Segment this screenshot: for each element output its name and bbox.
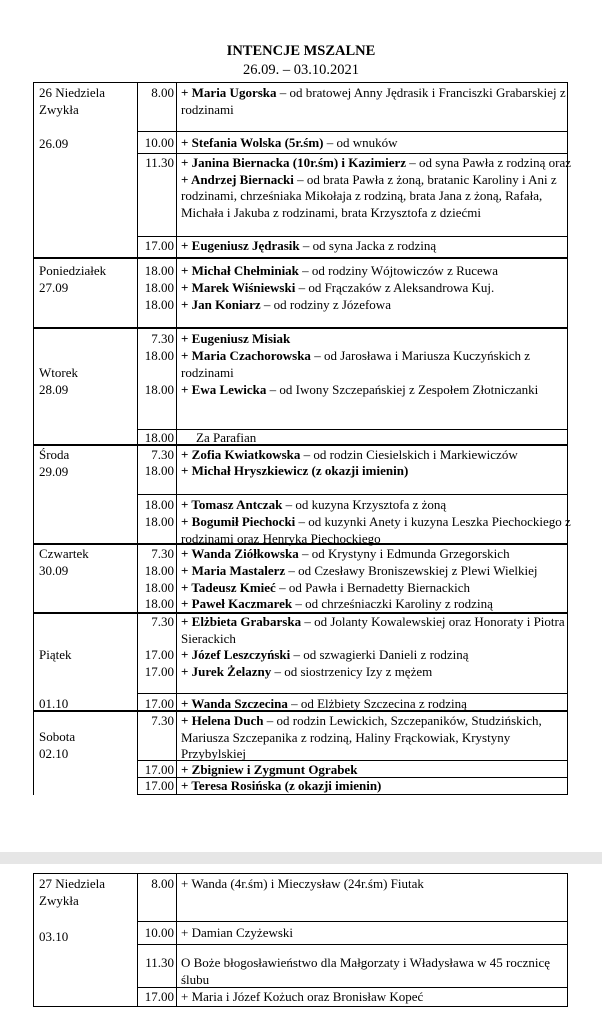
mass-time: 8.00 — [151, 876, 174, 891]
mass-time: 18.00 — [144, 430, 174, 445]
day-next-sunday-date: 03.10 — [39, 929, 69, 944]
intention-text: + Michał Hryszkiewicz (z okazji imienin) — [181, 463, 409, 478]
mass-time: 18.00 — [144, 596, 174, 611]
intention-text: + Damian Czyżewski — [181, 925, 294, 940]
mass-time: 10.00 — [144, 925, 174, 940]
intention-text: + Helena Duch – od rodzin Lewickich, Szczepaników, Studzińskich, Mariusza Szczepanika z rodziną, Haliny Frąckowiak, Krystyny Przybylskiej — [181, 713, 542, 761]
intention-text: + Wanda Ziółkowska – od Krystyny i Edmunda Grzegorskich — [181, 546, 510, 561]
mass-time: 17.00 — [144, 762, 174, 777]
day-friday-label: Piątek — [39, 647, 72, 662]
intention-text: + Ewa Lewicka – od Iwony Szczepańskiej z Zespołem Złotniczanki — [181, 382, 539, 397]
intention-text: + Paweł Kaczmarek – od chrześniaczki Karoliny z rodziną — [181, 596, 493, 611]
intention-text: + Jan Koniarz – od rodziny z Józefowa — [181, 297, 391, 312]
intention-text: + Maria i Józef Kożuch oraz Bronisław Kopeć — [181, 989, 424, 1004]
day-sunday-sub: Zwykła — [39, 102, 79, 117]
mass-time: 17.00 — [144, 989, 174, 1004]
day-friday-date: 01.10 — [39, 696, 69, 711]
day-next-sunday-sub: Zwykła — [39, 893, 79, 908]
day-sunday-label: 26 Niedziela — [39, 85, 106, 100]
intention-text: + Jurek Żelazny – od siostrzenicy Izy z mężem — [181, 664, 433, 679]
intention-text: + Zofia Kwiatkowska – od rodzin Ciesielskich i Markiewiczów — [181, 447, 518, 462]
intention-text: + Wanda Szczecina – od Elżbiety Szczecina z rodziną — [181, 696, 467, 711]
intention-text: + Zbigniew i Zygmunt Ograbek — [181, 762, 358, 777]
intention-text: + Wanda (4r.śm) i Mieczysław (24r.śm) Fiutak — [181, 876, 424, 891]
intention-text: + Maria Ugorska – od bratowej Anny Jędrasik i Franciszki Grabarskiej z rodzinami — [181, 85, 566, 117]
mass-time: 18.00 — [144, 580, 174, 595]
intention-text: + Michał Chełminiak – od rodziny Wójtowiczów z Rucewa — [181, 263, 498, 278]
intention-text: + Elżbieta Grabarska – od Jolanty Kowalewskiej oraz Honoraty i Piotra Sierackich — [181, 614, 565, 646]
day-tuesday-label: Wtorek — [39, 365, 78, 380]
intention-text: + Teresa Rosińska (z okazji imienin) — [181, 778, 382, 793]
day-thursday-date: 30.09 — [39, 563, 69, 578]
mass-time: 18.00 — [144, 514, 174, 529]
day-wednesday-label: Środa — [39, 447, 70, 462]
day-saturday-date: 02.10 — [39, 746, 69, 761]
intention-text: + Stefania Wolska (5r.śm) – od wnuków — [181, 135, 398, 150]
mass-time: 17.00 — [144, 778, 174, 793]
intention-text: + Eugeniusz Jędrasik – od syna Jacka z rodziną — [181, 238, 437, 253]
mass-time: 10.00 — [144, 135, 174, 150]
intention-text: + Eugeniusz Misiak — [181, 331, 291, 346]
mass-time: 18.00 — [144, 280, 174, 295]
mass-time: 7.30 — [151, 614, 174, 629]
mass-time: 8.00 — [151, 85, 174, 100]
mass-time: 7.30 — [151, 546, 174, 561]
intention-text: + Janina Biernacka (10r.śm) i Kazimierz – od syna Pawła z rodziną oraz + Andrzej Biernacki – od brata Pawła z żoną, bratanic Karoliny i Ani z rodzinami, chrześniaka Mikołaja z rodziną, brata Jana z żoną, Rafała, Michała i Jakuba z rodzinami, brata Krzysztofa z dziećmi — [181, 155, 571, 220]
mass-time: 7.30 — [151, 331, 174, 346]
mass-time: 18.00 — [144, 382, 174, 397]
mass-time: 17.00 — [144, 696, 174, 711]
mass-time: 18.00 — [144, 463, 174, 478]
intention-text: + Tomasz Antczak – od kuzyna Krzysztofa z żoną — [181, 497, 447, 512]
page-title: INTENCJE MSZALNE — [226, 43, 376, 59]
date-range: 26.09. – 03.10.2021 — [243, 62, 359, 78]
day-tuesday-date: 28.09 — [39, 382, 69, 397]
mass-time: 11.30 — [145, 155, 174, 170]
mass-time: 18.00 — [144, 348, 174, 363]
mass-time: 18.00 — [144, 297, 174, 312]
day-monday-label: Poniedziałek — [39, 263, 107, 278]
mass-time: 7.30 — [151, 713, 174, 728]
day-monday-date: 27.09 — [39, 280, 69, 295]
intention-text: + Tadeusz Kmieć – od Pawła i Bernadetty Biernackich — [181, 580, 471, 595]
mass-time: 17.00 — [144, 238, 174, 253]
page-separator — [0, 852, 602, 864]
intention-text: + Maria Czachorowska – od Jarosława i Mariusza Kuczyńskich z rodzinami — [181, 348, 531, 380]
mass-time: 11.30 — [145, 955, 174, 970]
mass-time: 17.00 — [144, 647, 174, 662]
mass-time: 7.30 — [151, 447, 174, 462]
day-sunday-date: 26.09 — [39, 136, 69, 151]
intention-text: Za Parafian — [196, 430, 257, 445]
day-wednesday-date: 29.09 — [39, 464, 69, 479]
mass-time: 17.00 — [144, 664, 174, 679]
mass-time: 18.00 — [144, 263, 174, 278]
day-saturday-label: Sobota — [39, 729, 76, 744]
intention-text: + Józef Leszczyński – od szwagierki Danieli z rodziną — [181, 647, 469, 662]
intention-text: + Maria Mastalerz – od Czesławy Broniszewskiej z Plewi Wielkiej — [181, 563, 538, 578]
intention-text: + Bogumił Piechocki – od kuzynki Anety i kuzyna Leszka Piechockiego z rodzinami oraz Henryka Piechockiego — [181, 514, 571, 546]
mass-time: 18.00 — [144, 563, 174, 578]
intention-text: + Marek Wiśniewski – od Frączaków z Aleksandrowa Kuj. — [181, 280, 495, 295]
day-thursday-label: Czwartek — [39, 546, 89, 561]
mass-time: 18.00 — [144, 497, 174, 512]
intention-text: O Boże błogosławieństwo dla Małgorzaty i Władysława w 45 rocznicę ślubu — [181, 955, 551, 987]
day-next-sunday-label: 27 Niedziela — [39, 876, 106, 891]
